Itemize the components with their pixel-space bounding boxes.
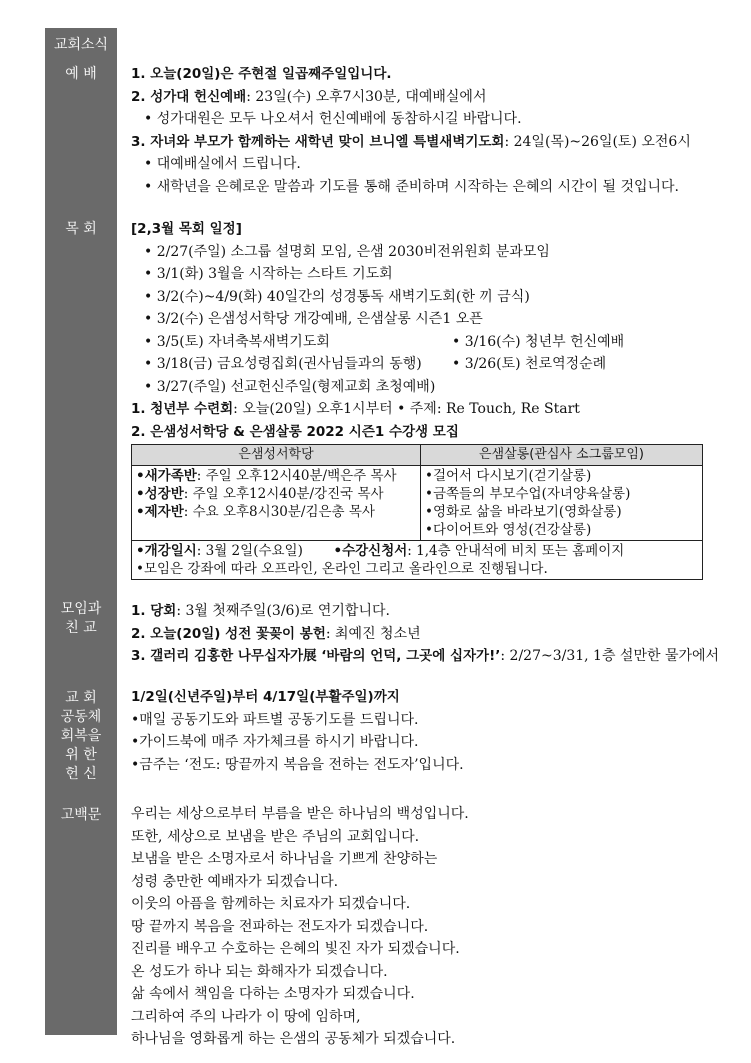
table-head-salon: 은샘살롱(관심사 소그룹모임) [421,445,703,466]
sidebar-church-label-4: 위 한 [65,747,97,763]
confession-line: 또한, 세상으로 보냄을 받은 주님의 교회입니다. [131,828,420,845]
schedule-pair-1 [131,331,731,354]
confession-line: 우리는 세상으로부터 부름을 받은 하나님의 백성입니다. [131,806,469,822]
sidebar-fellowship-label-1: 모임과 [60,601,102,617]
fellowship-item-1: 1. 당회: 3월 첫째주일(3/6)로 연기합니다. [131,603,390,619]
confession-section [131,803,731,1051]
schedule-item: • 3/2(수) 은샘성서학당 개강예배, 은샘살롱 시즌1 오픈 [131,308,731,331]
confession-line: 진리를 배우고 수호하는 은혜의 빛진 자가 되겠습니다. [131,941,460,957]
confession-line: 온 성도가 하나 되는 화해자가 되겠습니다. [131,963,388,980]
fellowship-section [131,600,731,668]
table-cell-classes [132,466,421,541]
pastoral-item-1: 1. 청년부 수련회: 오늘(20일) 오후1시부터 • 주제: Re Touch, Re Start [131,401,580,417]
schedule-item: • 3/26(토) 천로역정순례 [452,353,606,376]
confession-line: 땅 끝까지 복음을 전파하는 전도자가 되겠습니다. [131,918,429,935]
confession-line: 성령 충만한 예배자가 되겠습니다. [131,873,339,890]
worship-item-3-sub-1: • 대예배실에서 드립니다. [131,153,731,176]
worship-item-2-sub: • 성가대원은 모두 나오셔서 헌신예배에 동참하시길 바랍니다. [131,108,731,131]
pastoral-item-2: 2. 은샘성서학당 & 은샘살롱 2022 시즌1 수강생 모집 [131,423,459,440]
church-line: •금주는 ‘전도: 땅끝까지 복음을 전하는 전도자’입니다. [131,756,464,773]
table-head-bible-school: 은샘성서학당 [132,445,421,466]
church-line: •매일 공동기도와 파트별 공동기도를 드립니다. [131,711,419,728]
worship-item-3-sub-2: • 새학년을 은혜로운 말씀과 기도를 통해 준비하며 시작하는 은혜의 시간이 될 것입니다. [131,176,731,199]
confession-line: 보냄을 받은 소명자로서 하나님을 기쁘게 찬양하는 [131,851,438,867]
pastoral-section [131,218,731,580]
schedule-pair-2 [131,353,731,376]
schedule-item: • 3/27(주일) 선교헌신주일(형제교회 초청예배) [131,376,731,399]
confession-line: 삶 속에서 책임을 다하는 소명자가 되겠습니다. [131,986,415,1002]
schedule-item: • 3/5(토) 자녀축복새벽기도회 [144,331,452,354]
sidebar-pastoral-label: 목 회 [65,221,97,237]
church-section [131,686,731,776]
salon-row: •영화로 삶을 바라보기(영화살롱) [425,504,622,520]
schedule-item: • 3/18(금) 금요성령집회(권사님들과의 동행) [144,353,452,376]
confession-line: 이웃의 아픔을 함께하는 치료자가 되겠습니다. [131,896,411,912]
table-footer-line-2: •모임은 강좌에 따라 오프라인, 온라인 그리고 올라인으로 진행됩니다. [136,561,548,577]
sidebar-church-label-1: 교 회 [65,690,97,706]
salon-row: •다이어트와 영성(건강살롱) [425,522,592,538]
class-row: •제자반: 수요 오후8시30분/김은총 목사 [136,504,375,520]
confession-line: 그리하여 주의 나라가 이 땅에 임하며, [131,1008,361,1025]
schedule-title: [2,3월 목회 일정] [131,221,242,237]
fellowship-item-2: 2. 오늘(20일) 성전 꽃꽂이 봉헌: 최예진 청소년 [131,625,421,642]
confession-line: 하나님을 영화롭게 하는 은샘의 공동체가 되겠습니다. [131,1031,456,1047]
worship-item-2: 2. 성가대 헌신예배: 23일(수) 오후7시30분, 대예배실에서 [131,88,487,105]
salon-row: •금쪽들의 부모수업(자녀양육살롱) [425,486,631,502]
sidebar-header-label: 교회소식 [53,37,109,53]
schedule-item: • 3/1(화) 3월을 시작하는 스타트 기도회 [131,263,731,286]
sidebar-church-label-3: 회복을 [60,728,102,744]
class-row: •새가족반: 주일 오후12시40분/백은주 목사 [136,468,397,484]
church-title: 1/2일(신년주일)부터 4/17일(부활주일)까지 [131,689,400,705]
schedule-item: • 2/27(주일) 소그룹 설명회 모임, 은샘 2030비전위원회 분과모임 [131,241,731,264]
sidebar-confession-label: 고백문 [60,807,102,823]
schedule-item: • 3/2(수)~4/9(화) 40일간의 성경통독 새벽기도회(한 끼 금식) [131,286,731,309]
worship-item-3: 3. 자녀와 부모가 함께하는 새학년 맞이 브니엘 특별새벽기도회: 24일(목)~26일(토) 오전6시 [131,133,691,150]
table-footer-line-1: •개강일시: 3월 2일(수요일) •수강신청서: 1,4층 안내석에 비치 또는 홈페이지 [136,543,625,559]
sidebar-church-label-5: 헌 신 [65,766,97,782]
fellowship-item-3: 3. 갤러리 김홍한 나무십자가展 ‘바람의 언덕, 그곳에 십자가!’: 2/27~3/31, 1층 설만한 물가에서 [131,648,720,664]
sidebar-band [45,28,117,1035]
sidebar-church-label-2: 공동체 [60,709,102,725]
salon-row: •걸어서 다시보기(걷기살롱) [425,468,592,484]
class-row: •성장반: 주일 오후12시40분/강진국 목사 [136,486,384,502]
worship-item-1: 1. 오늘(20일)은 주현절 일곱째주일입니다. [131,66,392,82]
sidebar-worship-label: 예 배 [65,66,97,82]
course-table [131,444,703,580]
table-footer [132,541,703,580]
schedule-item: • 3/16(수) 청년부 헌신예배 [452,331,624,354]
table-cell-salons [421,466,703,541]
church-line: •가이드북에 매주 자가체크를 하시기 바랍니다. [131,734,419,750]
worship-section [131,63,731,198]
sidebar-fellowship-label-2: 친 교 [65,620,97,636]
